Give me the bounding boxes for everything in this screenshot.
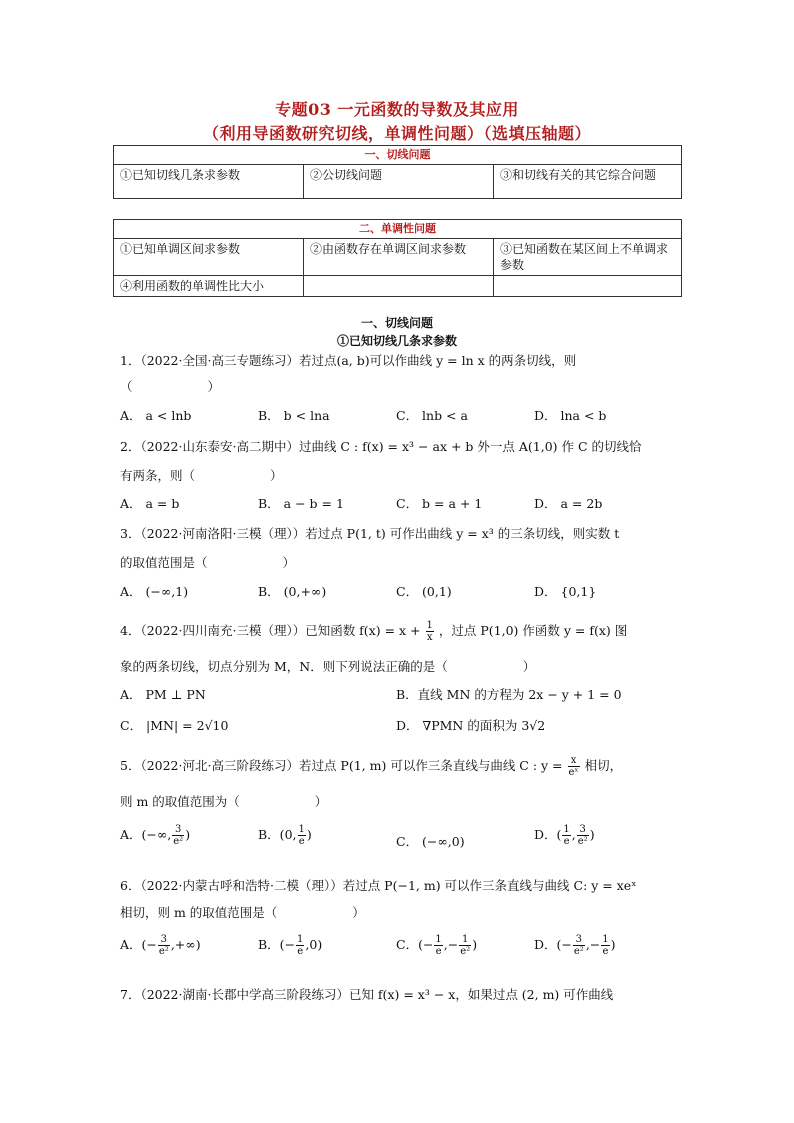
section-heading: 一、切线问题: [360, 316, 433, 330]
question-3-cont: 的取值范围是（ ）: [120, 555, 296, 570]
table-cell: [304, 276, 494, 297]
option-a: A． PM ⊥ PN: [120, 687, 206, 702]
option-d: D． lna < b: [534, 408, 607, 423]
question-4-cont: 象的两条切线，切点分别为 M，N．则下列说法正确的是（ ）: [120, 659, 536, 674]
table-cell: ②公切线问题: [304, 165, 494, 199]
question-4-text-a: 4．（2022·四川南充·三模（理））已知函数 f(x) = x +: [120, 623, 421, 638]
option-b: B．直线 MN 的方程为 2x − y + 1 = 0: [396, 687, 622, 702]
option-c: C． lnb < a: [396, 408, 468, 423]
question-5-text-a: 5．（2022·河北·高三阶段练习）若过点 P(1, m) 可以作三条直线与曲线 C : y =: [120, 758, 563, 773]
table-cell: ④利用函数的单调性比大小: [114, 276, 304, 297]
table-cell: ③已知函数在某区间上不单调求参数: [494, 239, 682, 276]
option-a: A． (−∞,1): [120, 584, 189, 599]
table-cell: ③和切线有关的其它综合问题: [494, 165, 682, 199]
page-title: 专题03 一元函数的导数及其应用: [275, 100, 519, 119]
table-header: 二、单调性问题: [114, 220, 682, 239]
table-cell: [494, 276, 682, 297]
option-d: D．(− $\frac{3}{\text{e²}}$ ,− $\frac{1}{e}$ ): [534, 934, 616, 957]
option-b: B．(− $\frac{1}{e}$ ,0): [258, 934, 323, 957]
question-5-cont: 则 m 的取值范围为（ ）: [120, 794, 328, 809]
question-3: 3．（2022·河南洛阳·三模（理））若过点 P(1, t) 可作出曲线 y = x³ 的三条切线，则实数 t: [120, 526, 620, 541]
option-c: C． (0,1): [396, 584, 452, 599]
table-header: 一、切线问题: [114, 146, 682, 165]
question-5: [120, 755, 622, 778]
option-c: C． |MN| = 2√10: [120, 718, 229, 733]
section-subheading: ①已知切线几条求参数: [336, 334, 457, 348]
option-d: D． ∇PMN 的面积为 3√2: [396, 718, 546, 733]
topic-table-tangent: [113, 145, 682, 199]
fraction: $\frac{1}{x}$: [426, 620, 433, 643]
table-cell: ①已知切线几条求参数: [114, 165, 304, 199]
question-5-text-b: 相切，: [584, 758, 623, 773]
option-a: A． a = b: [120, 496, 180, 511]
option-a: A．(−∞, $\frac{3}{\text{e²}}$ ): [120, 824, 191, 847]
question-7: 7．（2022·湖南·长郡中学高三阶段练习）已知 f(x) = x³ − x，如果过点 (2, m) 可作曲线: [120, 987, 614, 1002]
option-b: B．(0, $\frac{1}{e}$ ): [258, 824, 312, 847]
option-a: A．(− $\frac{3}{\text{e²}}$ ,+∞): [120, 934, 201, 957]
table-cell: ①已知单调区间求参数: [114, 239, 304, 276]
question-6: 6．（2022·内蒙古呼和浩特·二模（理））若过点 P(−1, m) 可以作三条直线与曲线 C: y = xeˣ: [120, 878, 637, 893]
table-cell: ②由函数存在单调区间求参数: [304, 239, 494, 276]
option-c: C． b = a + 1: [396, 496, 483, 511]
question-1: 1．（2022·全国·高三专题练习）若过点(a, b)可以作曲线 y = ln x 的两条切线，则: [120, 353, 577, 368]
option-d: D． a = 2b: [534, 496, 603, 511]
option-a: A． a < lnb: [120, 408, 192, 423]
option-c: C．(− $\frac{1}{e}$ ,− $\frac{1}{\text{e²}}$ ): [396, 934, 478, 957]
page-subtitle: （利用导函数研究切线，单调性问题）（选填压轴题）: [202, 124, 591, 143]
question-4-text-b: ，过点 P(1,0) 作函数 y = f(x) 图: [438, 623, 628, 638]
answer-paren: （ ）: [120, 379, 221, 394]
option-d: D． {0,1}: [534, 584, 597, 599]
question-4: [120, 620, 627, 643]
option-b: B． a − b = 1: [258, 496, 344, 511]
option-b: B． b < lna: [258, 408, 330, 423]
option-d: D．( $\frac{1}{e}$ , $\frac{3}{\text{e²}}$ ): [534, 824, 595, 847]
topic-table-monotonic: [113, 219, 682, 297]
question-2-cont: 有两条，则（ ）: [120, 468, 283, 483]
option-b: B． (0,+∞): [258, 584, 327, 599]
question-6-cont: 相切，则 m 的取值范围是（ ）: [120, 905, 365, 920]
question-2: 2．（2022·山东泰安·高二期中）过曲线 C : f(x) = x³ − ax + b 外一点 A(1,0) 作 C 的切线恰: [120, 439, 642, 454]
fraction: $\frac{x}{\text{eˣ}}$: [568, 755, 579, 778]
option-c: C． (−∞,0): [396, 834, 465, 849]
